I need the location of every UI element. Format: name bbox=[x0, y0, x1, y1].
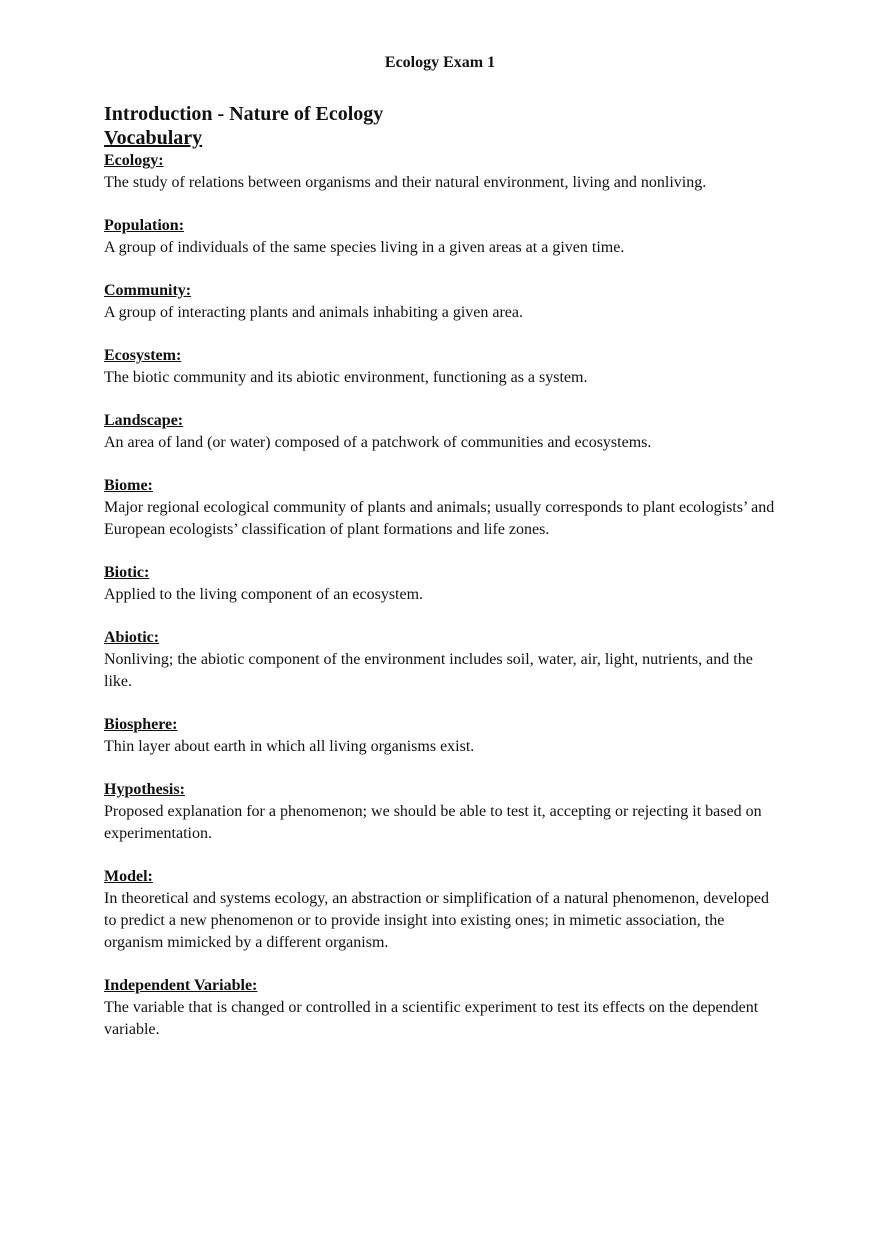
term-definition: The variable that is changed or controlled in a scientific experiment to test its effects on the dependent variable. bbox=[104, 999, 759, 1038]
vocabulary-list bbox=[104, 150, 784, 1041]
term-ecosystem bbox=[104, 345, 784, 389]
term-definition: An area of land (or water) composed of a patchwork of communities and ecosystems. bbox=[104, 434, 652, 451]
term-hypothesis bbox=[104, 779, 784, 845]
term-definition: The study of relations between organisms and their natural environment, living and nonliving. bbox=[104, 174, 707, 191]
term-biosphere bbox=[104, 714, 784, 758]
term-ecology bbox=[104, 150, 784, 194]
term-name: Ecosystem: bbox=[104, 347, 182, 364]
term-definition: A group of interacting plants and animals inhabiting a given area. bbox=[104, 304, 523, 321]
term-definition: Applied to the living component of an ecosystem. bbox=[104, 586, 424, 603]
term-definition: In theoretical and systems ecology, an abstraction or simplification of a natural phenomenon, developed to predict a new phenomenon or to provide insight into existing ones; in mimetic association, the organism mimicked by a different organism. bbox=[104, 890, 769, 951]
term-landscape bbox=[104, 410, 784, 454]
term-name: Biosphere: bbox=[104, 716, 178, 733]
term-abiotic bbox=[104, 627, 784, 693]
term-biome bbox=[104, 475, 784, 541]
term-definition: The biotic community and its abiotic environment, functioning as a system. bbox=[104, 369, 588, 386]
term-biotic bbox=[104, 562, 784, 606]
term-name: Biotic: bbox=[104, 564, 150, 581]
term-name: Landscape: bbox=[104, 412, 184, 429]
term-community bbox=[104, 280, 784, 324]
term-name: Biome: bbox=[104, 477, 153, 494]
document-content bbox=[104, 102, 784, 1041]
term-name: Independent Variable: bbox=[104, 977, 258, 994]
term-definition: Nonliving; the abiotic component of the environment includes soil, water, air, light, nutrients, and the like. bbox=[104, 651, 753, 690]
term-name: Abiotic: bbox=[104, 629, 160, 646]
term-name: Population: bbox=[104, 217, 185, 234]
term-definition: Thin layer about earth in which all living organisms exist. bbox=[104, 738, 475, 755]
term-name: Model: bbox=[104, 868, 153, 885]
subsection-title: Vocabulary bbox=[104, 127, 203, 149]
term-definition: Major regional ecological community of plants and animals; usually corresponds to plant ecologists’ and European ecologists’ classification of plant formations and life zones. bbox=[104, 499, 775, 538]
term-definition: Proposed explanation for a phenomenon; we should be able to test it, accepting or rejecting it based on experimentation. bbox=[104, 803, 762, 842]
term-name: Ecology: bbox=[104, 152, 164, 169]
term-definition: A group of individuals of the same species living in a given areas at a given time. bbox=[104, 239, 625, 256]
term-population bbox=[104, 215, 784, 259]
term-independent-variable bbox=[104, 975, 784, 1041]
document-title: Ecology Exam 1 bbox=[384, 54, 496, 71]
term-model bbox=[104, 866, 784, 954]
section-title: Introduction - Nature of Ecology bbox=[104, 103, 384, 125]
term-name: Community: bbox=[104, 282, 192, 299]
term-name: Hypothesis: bbox=[104, 781, 185, 798]
